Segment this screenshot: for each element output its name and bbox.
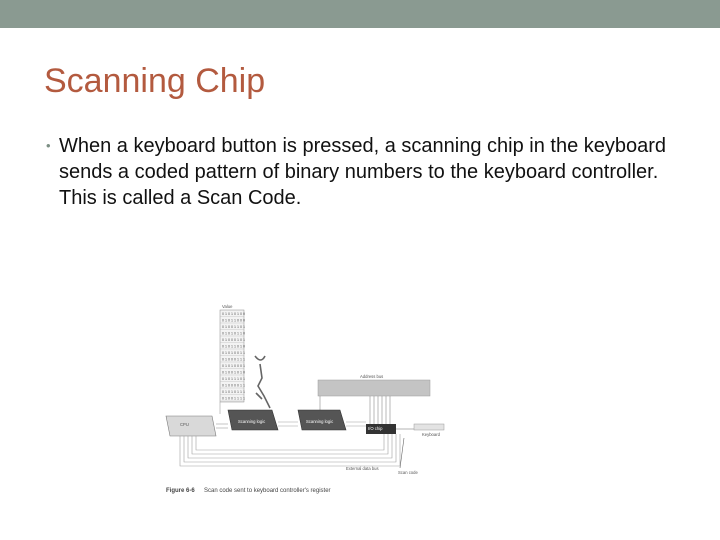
data-bus-label: External data bus — [346, 466, 379, 471]
slide-title: Scanning Chip — [44, 62, 266, 100]
table-header: Value — [222, 304, 233, 309]
binary-row: 0 1 0 1 0 0 0 1 — [222, 364, 245, 368]
scanning-chip-1 — [228, 410, 278, 430]
address-bus — [318, 380, 430, 396]
scanning-chip-2-label: Scanning logic — [306, 419, 334, 424]
figure-caption-label: Figure 6-6 — [166, 488, 195, 494]
top-bar — [0, 0, 720, 28]
binary-row: 0 1 0 1 1 1 0 1 — [222, 377, 245, 381]
binary-row: 0 1 0 1 1 0 0 0 — [222, 318, 245, 323]
binary-row: 0 1 0 0 1 0 1 0 — [222, 370, 245, 375]
cpu-chip — [166, 416, 216, 436]
scanning-chip-1-label: Scanning logic — [238, 419, 266, 424]
keyboard-connector — [396, 424, 444, 437]
scan-code-label: Scan code — [398, 470, 418, 475]
binary-row: 0 1 0 0 1 1 1 1 — [222, 396, 245, 401]
cpu-label: CPU — [180, 422, 189, 427]
binary-row: 0 1 0 1 0 1 1 1 — [222, 390, 245, 394]
bullet-list — [46, 133, 686, 211]
binary-row: 0 1 0 0 0 1 0 1 — [222, 338, 245, 342]
binary-row: 0 1 0 1 0 1 0 0 — [222, 312, 245, 316]
io-chip — [366, 424, 396, 434]
binary-row: 0 1 0 1 1 0 1 0 — [222, 344, 245, 349]
keyboard-label: Keyboard — [422, 432, 440, 437]
binary-row: 0 1 0 0 0 1 1 1 — [222, 357, 245, 362]
scanning-chip-2 — [298, 410, 346, 430]
scan-code-diagram-svg — [160, 298, 450, 498]
finger-icon — [255, 356, 270, 408]
binary-row: 0 1 0 0 1 1 0 1 — [222, 325, 245, 329]
io-chip-label: I/O chip — [368, 426, 383, 431]
binary-table-frame — [220, 310, 244, 402]
scan-code-pointer — [400, 438, 404, 468]
figure-caption-text: Scan code sent to keyboard controller's register — [204, 488, 331, 494]
binary-row: 0 1 0 0 0 0 1 1 — [222, 383, 245, 388]
bullet-text: When a keyboard button is pressed, a scanning chip in the keyboard sends a coded pattern of binary numbers to the keyboard controller. This is called a Scan Code. — [59, 135, 667, 209]
binary-table — [220, 310, 245, 402]
bullet-icon: • — [46, 138, 51, 153]
binary-row: 0 1 0 1 0 1 1 0 — [222, 331, 245, 336]
binary-row: 0 1 0 1 0 0 1 1 — [222, 351, 245, 355]
scan-code-diagram — [160, 298, 450, 498]
address-bus-label: Address bus — [360, 374, 384, 379]
bullet-item — [46, 133, 686, 211]
